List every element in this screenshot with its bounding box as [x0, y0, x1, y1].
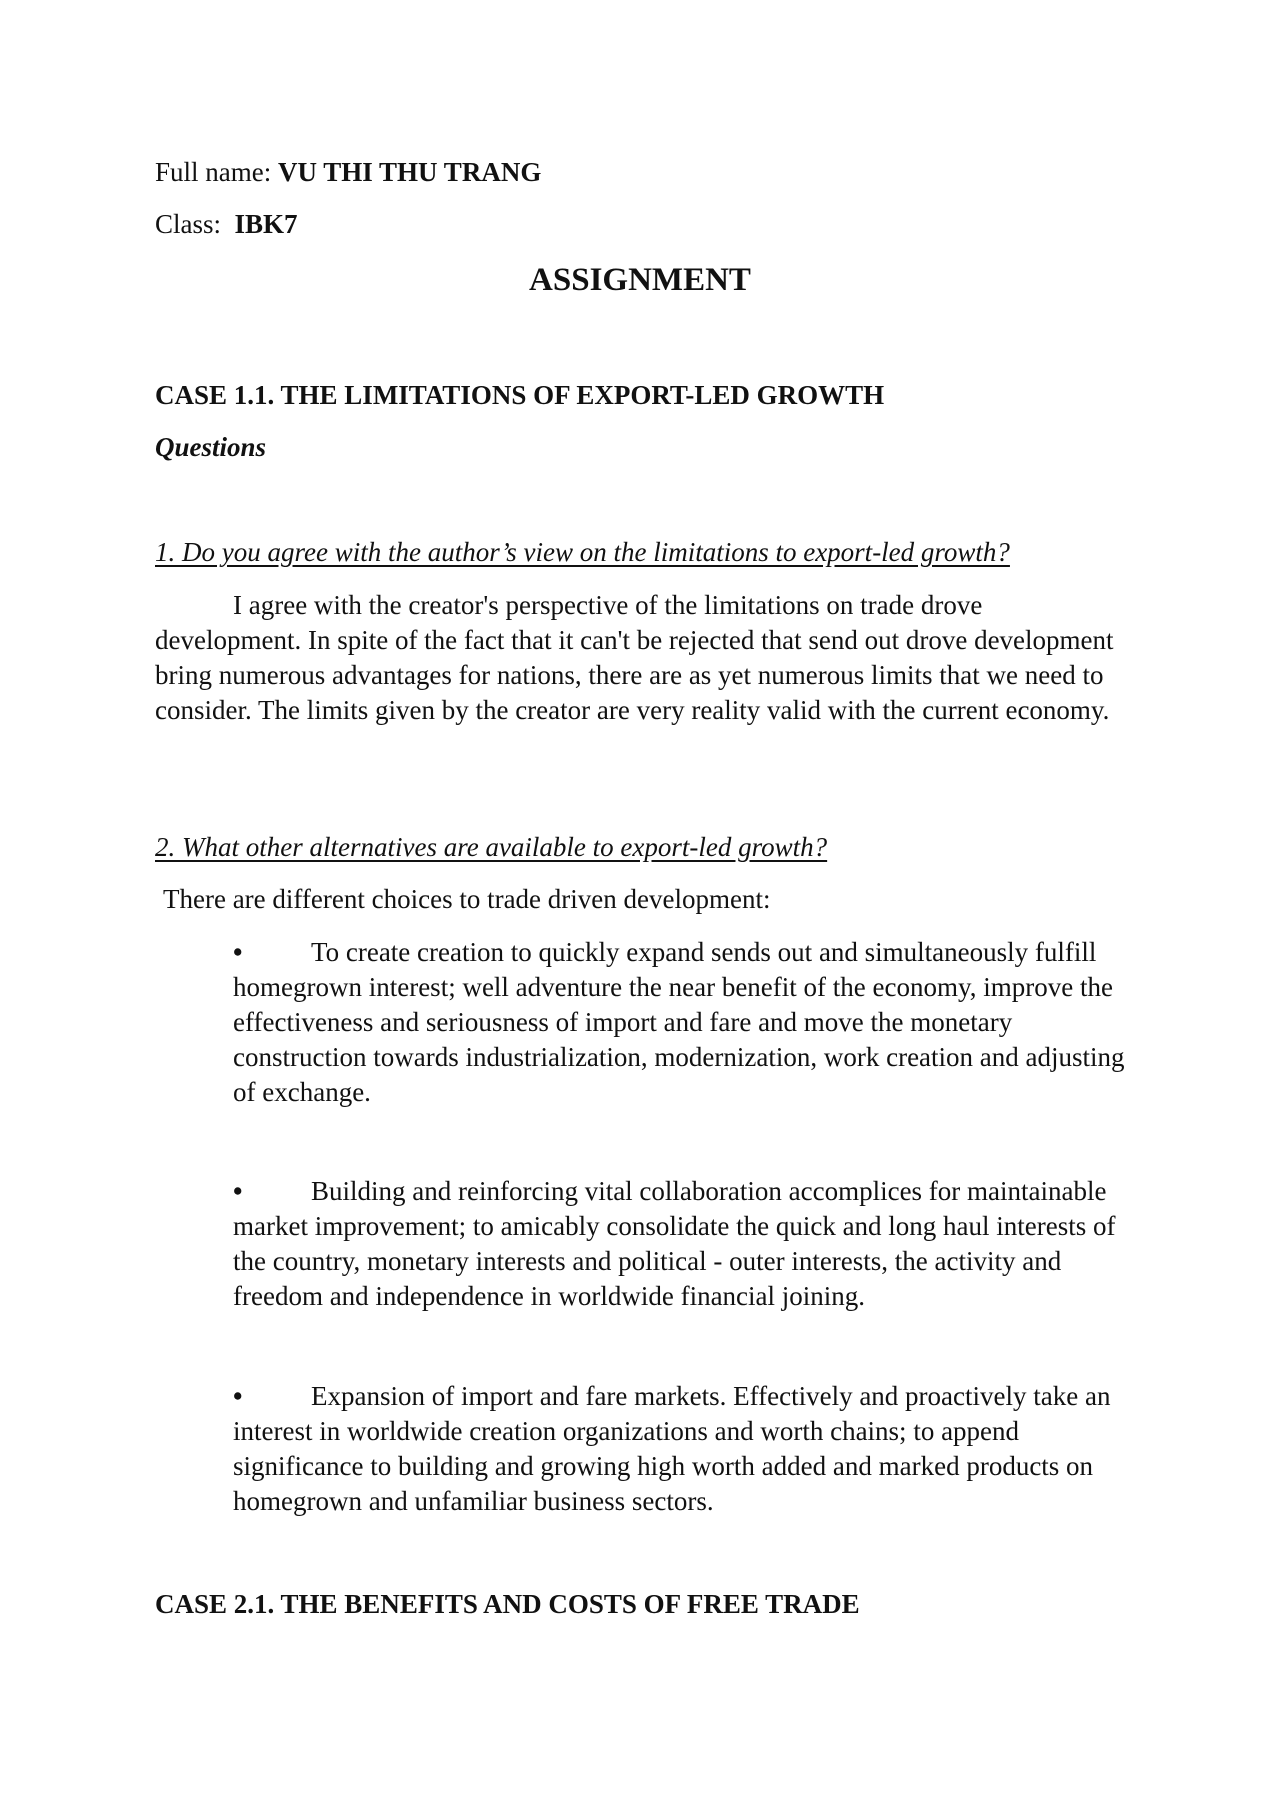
full-name-label: Full name: [155, 157, 272, 187]
list-item-text: Expansion of import and fare markets. Effectively and proactively take an interest in worldwide creation organizations and worth chains; to append significance to building and growing high worth added and marked products on homegrown and unfamiliar business sectors. [233, 1381, 1111, 1516]
full-name-line [155, 155, 541, 190]
list-item-text: Building and reinforcing vital collaboration accomplices for maintainable market improvement; to amicably consolidate the quick and long haul interests of the country, monetary interests and political - outer interests, the activity and freedom and independence in worldwide financial joining. [233, 1176, 1116, 1311]
question-1: 1. Do you agree with the author’s view on the limitations to export-led growth? [155, 537, 1010, 567]
answer-1: I agree with the creator's perspective of the limitations on trade drove development. In spite of the fact that it can't be rejected that send out drove development bring numerous advantages for nations, there are as yet numerous limits that we need to consider. The limits given by the creator are very reality valid with the current economy. [155, 590, 1114, 725]
list-item [233, 1379, 1138, 1519]
class-label: Class: [155, 209, 222, 239]
full-name-value: VU THI THU TRANG [278, 157, 542, 187]
bullet-icon: • [233, 1176, 243, 1206]
list-item-text: To create creation to quickly expand sends out and simultaneously fulfill homegrown interest; well adventure the near benefit of the economy, improve the effectiveness and seriousness of import and fare and move the monetary construction towards industrialization, modernization, work creation and adjusting of exchange. [233, 937, 1125, 1107]
questions-label: Questions [155, 432, 267, 462]
class-value: IBK7 [234, 209, 298, 239]
case1-heading: CASE 1.1. THE LIMITATIONS OF EXPORT-LED GROWTH [155, 380, 885, 410]
question-2: 2. What other alternatives are available to export-led growth? [155, 832, 828, 862]
bullet-icon: • [233, 1381, 243, 1411]
list-item [233, 1174, 1138, 1314]
document-title: ASSIGNMENT [529, 262, 751, 298]
answer-2-intro: There are different choices to trade driven development: [163, 884, 771, 914]
list-item [233, 935, 1138, 1110]
bullet-icon: • [233, 937, 243, 967]
case2-heading: CASE 2.1. THE BENEFITS AND COSTS OF FREE TRADE [155, 1589, 860, 1619]
class-line [155, 207, 298, 242]
